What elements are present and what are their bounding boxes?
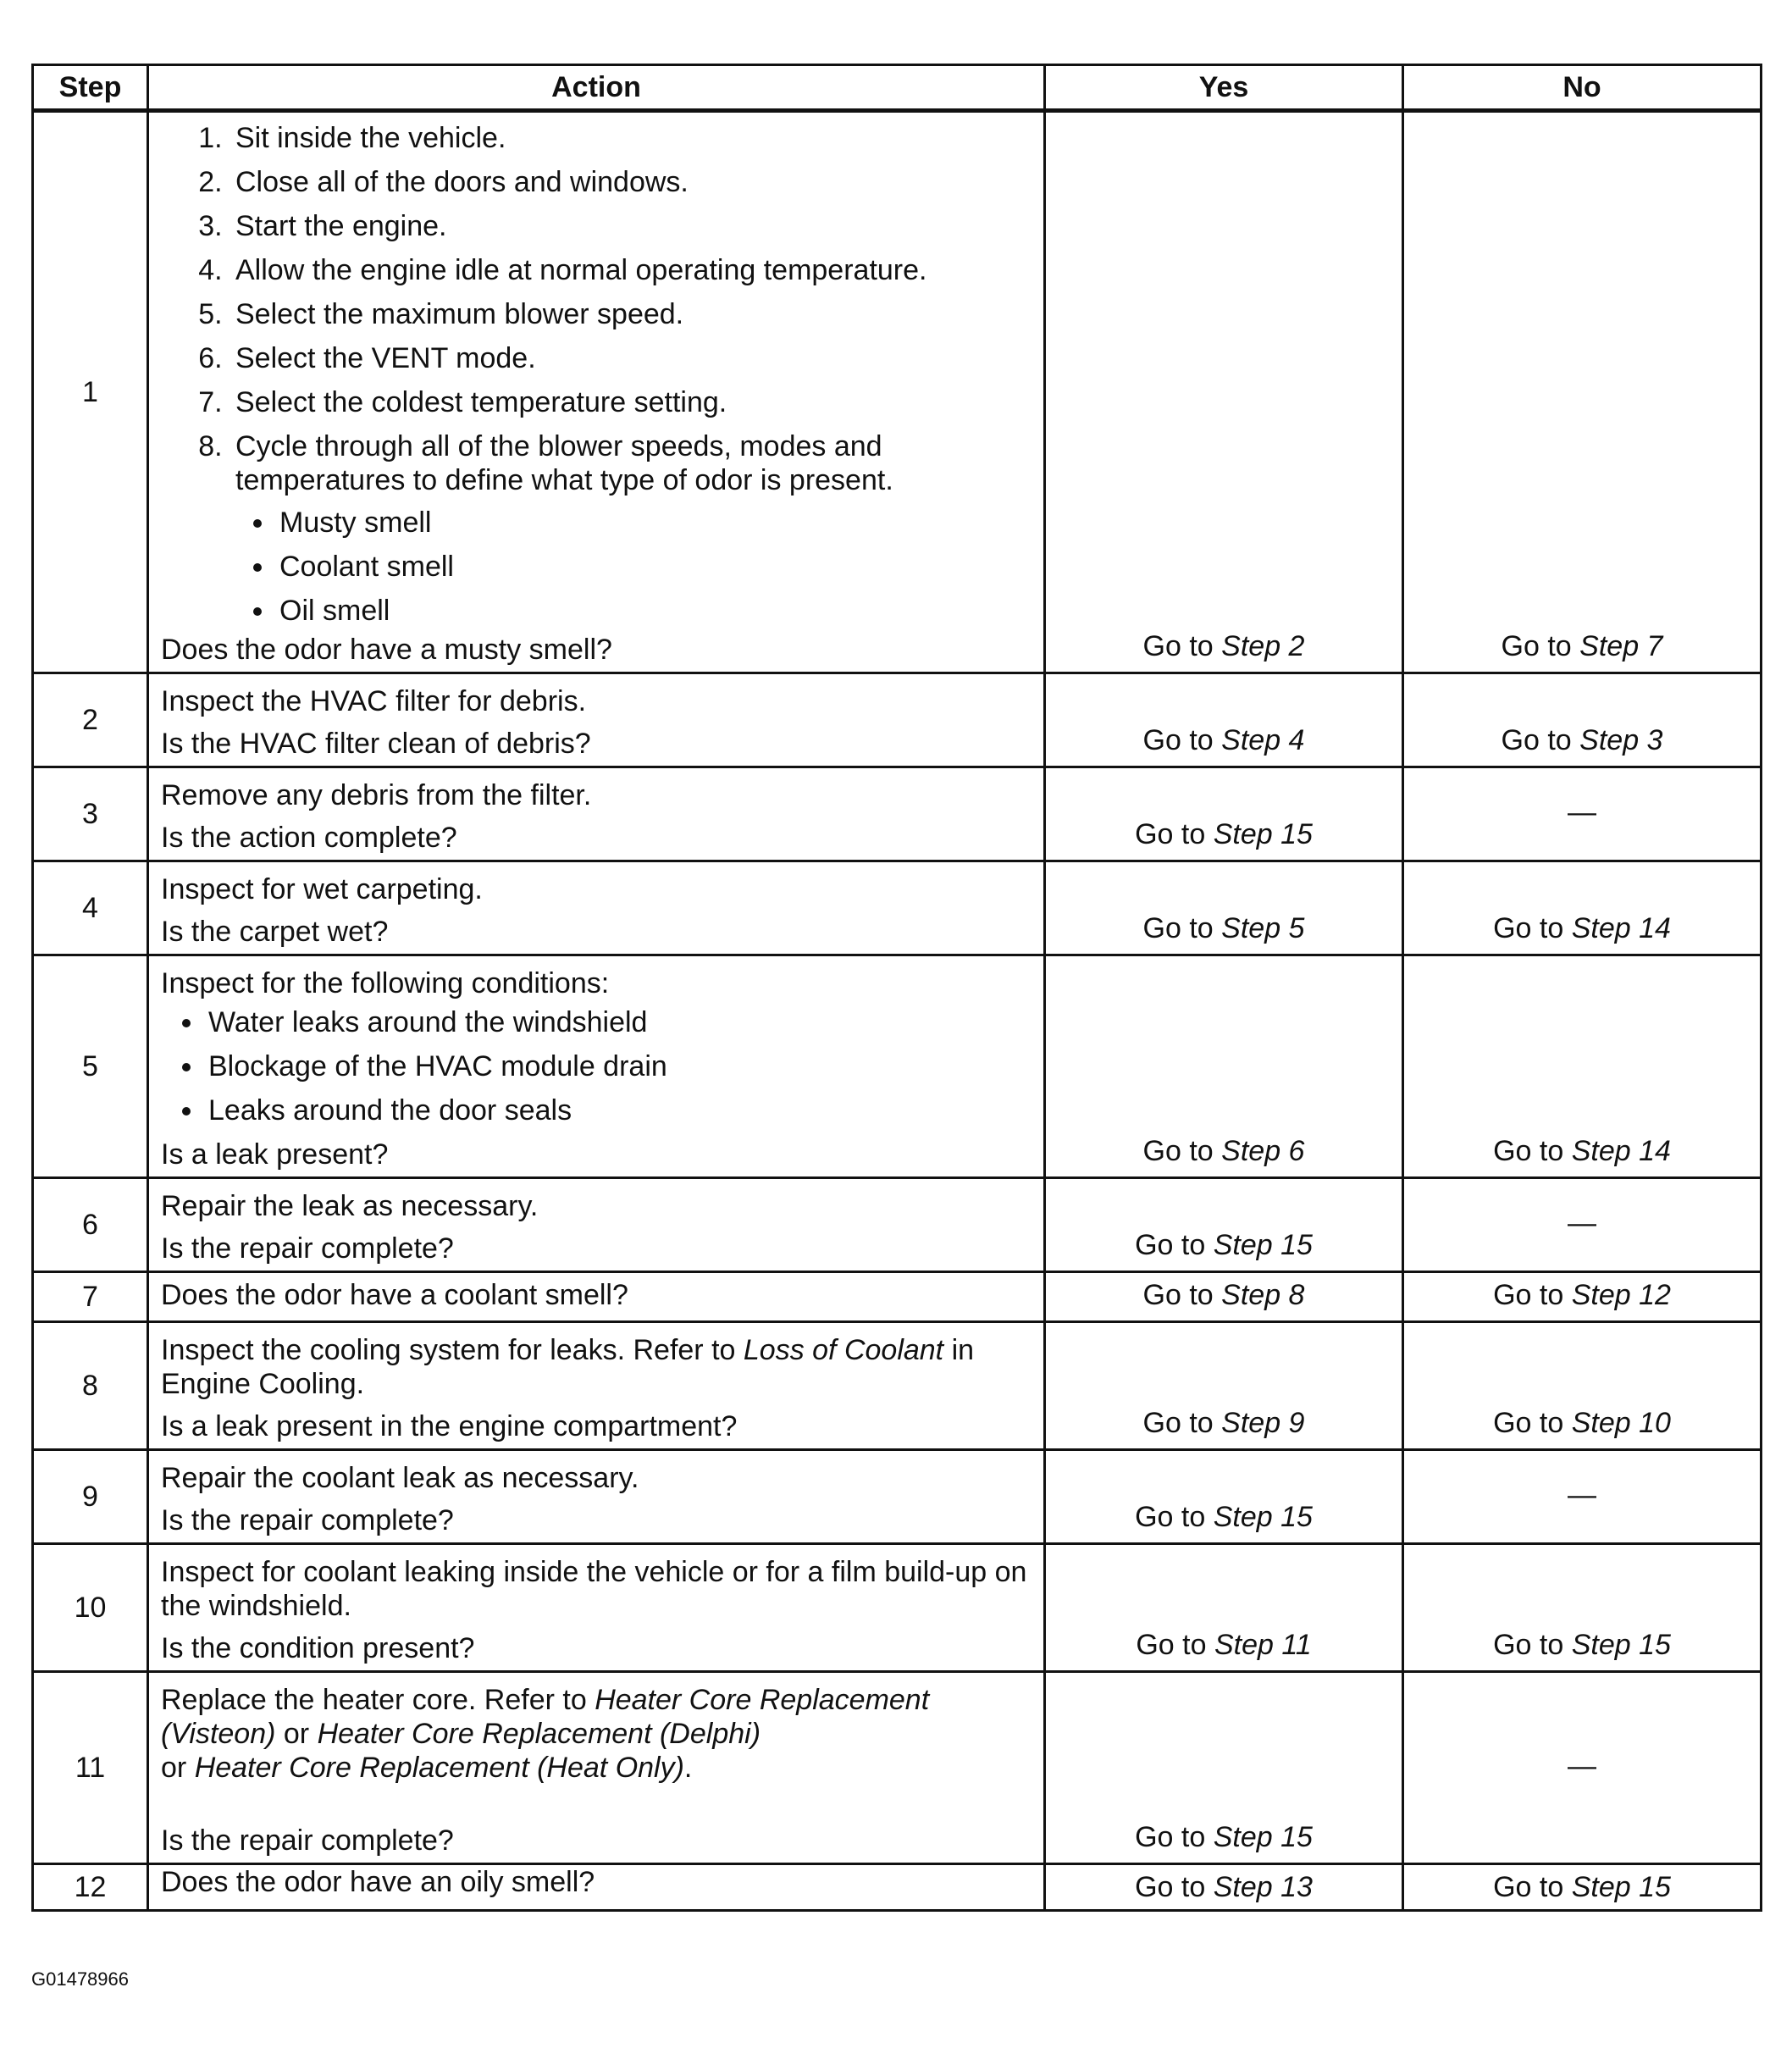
instruction-item: 2. Close all of the doors and windows. bbox=[230, 165, 1035, 199]
action-cell bbox=[148, 955, 1045, 1178]
no-cell-dash: — bbox=[1403, 1672, 1762, 1864]
step-number: 12 bbox=[33, 1864, 148, 1911]
no-cell bbox=[1403, 1272, 1762, 1322]
yes-cell bbox=[1045, 767, 1403, 861]
table-row-step-9 bbox=[33, 1450, 1762, 1544]
go-to-label: Go to bbox=[1135, 818, 1206, 850]
step-link[interactable]: Step 15 bbox=[1571, 1629, 1671, 1661]
question-text: Is the repair complete? bbox=[161, 1824, 454, 1857]
step-link[interactable]: Step 6 bbox=[1221, 1135, 1305, 1167]
yes-cell bbox=[1045, 1864, 1403, 1911]
go-to-label: Go to bbox=[1493, 912, 1564, 944]
yes-cell bbox=[1045, 861, 1403, 955]
question-text: Does the odor have a coolant smell? bbox=[161, 1279, 628, 1311]
condition-item: • Leaks around the door seals bbox=[205, 1093, 1035, 1127]
yes-cell bbox=[1045, 955, 1403, 1178]
action-cell bbox=[148, 1864, 1045, 1911]
table-row-step-8 bbox=[33, 1322, 1762, 1450]
table-row-step-1 bbox=[33, 111, 1762, 673]
go-to-label: Go to bbox=[1135, 1501, 1206, 1533]
action-cell bbox=[148, 1672, 1045, 1864]
step-number: 8 bbox=[33, 1322, 148, 1450]
step-number: 4 bbox=[33, 861, 148, 955]
action-text-part: or bbox=[275, 1718, 318, 1750]
action-cell bbox=[148, 767, 1045, 861]
no-cell-dash: — bbox=[1403, 1178, 1762, 1272]
step-number: 10 bbox=[33, 1544, 148, 1672]
step-number: 1 bbox=[33, 111, 148, 673]
reference-link[interactable]: Heater Core Replacement (Heat Only) bbox=[194, 1752, 684, 1784]
question-text: Is a leak present? bbox=[161, 1138, 389, 1171]
instruction-item: 5. Select the maximum blower speed. bbox=[230, 297, 1035, 331]
step-link[interactable]: Step 15 bbox=[1213, 1501, 1313, 1533]
action-text: Inspect for the following conditions: bbox=[161, 967, 610, 999]
go-to-label: Go to bbox=[1135, 1229, 1206, 1261]
yes-cell bbox=[1045, 1544, 1403, 1672]
action-cell bbox=[148, 861, 1045, 955]
step-link[interactable]: Step 11 bbox=[1214, 1629, 1312, 1661]
instruction-item bbox=[230, 429, 1035, 628]
yes-cell bbox=[1045, 1322, 1403, 1450]
odor-item: • Oil smell bbox=[276, 594, 1035, 628]
question-text: Is the carpet wet? bbox=[161, 916, 389, 948]
step-link[interactable]: Step 14 bbox=[1571, 1135, 1671, 1167]
step-link[interactable]: Step 4 bbox=[1221, 724, 1305, 756]
action-cell bbox=[148, 1544, 1045, 1672]
step-link[interactable]: Step 8 bbox=[1221, 1279, 1305, 1311]
no-cell bbox=[1403, 111, 1762, 673]
header-action: Action bbox=[148, 65, 1045, 111]
action-text: Inspect the HVAC filter for debris. bbox=[161, 685, 587, 717]
step-number: 2 bbox=[33, 673, 148, 767]
go-to-label: Go to bbox=[1501, 724, 1572, 756]
question-text: Is the HVAC filter clean of debris? bbox=[161, 728, 591, 760]
action-text-part: Inspect the cooling system for leaks. Refer to bbox=[161, 1334, 744, 1366]
question-text: Does the odor have an oily smell? bbox=[161, 1866, 595, 1898]
instruction-list bbox=[161, 121, 1035, 628]
no-cell bbox=[1403, 955, 1762, 1178]
go-to-label: Go to bbox=[1135, 1821, 1206, 1853]
header-no: No bbox=[1403, 65, 1762, 111]
action-text-part: or bbox=[161, 1752, 195, 1784]
action-text: Inspect for coolant leaking inside the vehicle or for a film build-up on the windshield. bbox=[161, 1556, 1027, 1622]
yes-cell bbox=[1045, 1672, 1403, 1864]
table-row-step-10 bbox=[33, 1544, 1762, 1672]
go-to-label: Go to bbox=[1493, 1407, 1564, 1439]
table-row-step-12 bbox=[33, 1864, 1762, 1911]
yes-cell bbox=[1045, 673, 1403, 767]
no-cell-dash: — bbox=[1403, 767, 1762, 861]
step-number: 7 bbox=[33, 1272, 148, 1322]
spacer bbox=[161, 1785, 1035, 1819]
table-row-step-2 bbox=[33, 673, 1762, 767]
step-link[interactable]: Step 15 bbox=[1571, 1871, 1671, 1903]
action-text-part: . bbox=[683, 1752, 693, 1784]
step-link[interactable]: Step 3 bbox=[1579, 724, 1663, 756]
action-cell bbox=[148, 1322, 1045, 1450]
step-number: 11 bbox=[33, 1672, 148, 1864]
odor-item: • Coolant smell bbox=[276, 550, 1035, 584]
action-text-part: in Engine Cooling. bbox=[161, 1334, 975, 1400]
instruction-text: Cycle through all of the blower speeds, modes and temperatures to define what type of odor is present. bbox=[235, 430, 893, 496]
diagnostic-table-container bbox=[31, 64, 1760, 1912]
condition-list bbox=[161, 1005, 1035, 1127]
action-cell bbox=[148, 1272, 1045, 1322]
instruction-item: 3. Start the engine. bbox=[230, 209, 1035, 243]
go-to-label: Go to bbox=[1142, 1135, 1214, 1167]
question-text: Does the odor have a musty smell? bbox=[161, 634, 612, 666]
go-to-label: Go to bbox=[1142, 1407, 1214, 1439]
step-link[interactable]: Step 2 bbox=[1221, 630, 1305, 662]
action-text: Repair the leak as necessary. bbox=[161, 1190, 539, 1222]
step-link[interactable]: Step 15 bbox=[1213, 1821, 1313, 1853]
step-link[interactable]: Step 15 bbox=[1213, 1229, 1313, 1261]
reference-link[interactable]: Heater Core Replacement (Visteon) bbox=[161, 1684, 930, 1750]
action-text-part: Replace the heater core. Refer to bbox=[161, 1684, 595, 1716]
table-row-step-5 bbox=[33, 955, 1762, 1178]
reference-link[interactable]: Heater Core Replacement (Delphi) bbox=[317, 1718, 761, 1750]
step-link[interactable]: Step 15 bbox=[1213, 818, 1313, 850]
reference-link[interactable]: Loss of Coolant bbox=[743, 1334, 944, 1366]
header-step: Step bbox=[33, 65, 148, 111]
table-row-step-11 bbox=[33, 1672, 1762, 1864]
instruction-item: 4. Allow the engine idle at normal operating temperature. bbox=[230, 253, 1035, 287]
step-number: 6 bbox=[33, 1178, 148, 1272]
step-link[interactable]: Step 5 bbox=[1221, 912, 1305, 944]
step-link[interactable]: Step 7 bbox=[1579, 630, 1663, 662]
step-link[interactable]: Step 12 bbox=[1571, 1279, 1671, 1311]
document-id: G01478966 bbox=[31, 1968, 129, 1990]
no-cell bbox=[1403, 861, 1762, 955]
question-text: Is the repair complete? bbox=[161, 1504, 454, 1536]
instruction-item: 1. Sit inside the vehicle. bbox=[230, 121, 1035, 155]
question-text: Is a leak present in the engine compartment? bbox=[161, 1410, 738, 1442]
question-text: Is the condition present? bbox=[161, 1632, 475, 1664]
table-row-step-6 bbox=[33, 1178, 1762, 1272]
no-cell-dash: — bbox=[1403, 1450, 1762, 1544]
no-cell bbox=[1403, 1544, 1762, 1672]
step-link[interactable]: Step 13 bbox=[1213, 1871, 1313, 1903]
condition-item: • Blockage of the HVAC module drain bbox=[205, 1049, 1035, 1083]
go-to-label: Go to bbox=[1142, 912, 1214, 944]
table-row-step-3 bbox=[33, 767, 1762, 861]
step-link[interactable]: Step 10 bbox=[1571, 1407, 1671, 1439]
step-link[interactable]: Step 9 bbox=[1221, 1407, 1305, 1439]
action-text bbox=[161, 1683, 1035, 1785]
table-row-step-7 bbox=[33, 1272, 1762, 1322]
yes-cell bbox=[1045, 1178, 1403, 1272]
yes-cell bbox=[1045, 111, 1403, 673]
diagnostic-table bbox=[31, 64, 1762, 1912]
action-cell bbox=[148, 111, 1045, 673]
table-row-step-4 bbox=[33, 861, 1762, 955]
no-cell bbox=[1403, 673, 1762, 767]
go-to-label: Go to bbox=[1501, 630, 1572, 662]
yes-cell bbox=[1045, 1450, 1403, 1544]
action-text: Inspect for wet carpeting. bbox=[161, 873, 483, 905]
go-to-label: Go to bbox=[1493, 1135, 1564, 1167]
action-text bbox=[161, 1333, 1035, 1401]
step-number: 9 bbox=[33, 1450, 148, 1544]
odor-list bbox=[235, 506, 1035, 628]
go-to-label: Go to bbox=[1136, 1629, 1207, 1661]
action-cell bbox=[148, 1450, 1045, 1544]
yes-cell bbox=[1045, 1272, 1403, 1322]
step-number: 5 bbox=[33, 955, 148, 1178]
no-cell bbox=[1403, 1864, 1762, 1911]
action-cell bbox=[148, 1178, 1045, 1272]
no-cell bbox=[1403, 1322, 1762, 1450]
go-to-label: Go to bbox=[1493, 1629, 1564, 1661]
question-text: Is the action complete? bbox=[161, 822, 457, 854]
step-link[interactable]: Step 14 bbox=[1571, 912, 1671, 944]
go-to-label: Go to bbox=[1142, 630, 1214, 662]
table-header-row bbox=[33, 65, 1762, 111]
go-to-label: Go to bbox=[1493, 1871, 1564, 1903]
instruction-item: 7. Select the coldest temperature setting. bbox=[230, 385, 1035, 419]
header-yes: Yes bbox=[1045, 65, 1403, 111]
question-text: Is the repair complete? bbox=[161, 1232, 454, 1265]
condition-item: • Water leaks around the windshield bbox=[205, 1005, 1035, 1039]
go-to-label: Go to bbox=[1135, 1871, 1206, 1903]
go-to-label: Go to bbox=[1142, 724, 1214, 756]
odor-item: • Musty smell bbox=[276, 506, 1035, 540]
action-text: Repair the coolant leak as necessary. bbox=[161, 1462, 639, 1494]
go-to-label: Go to bbox=[1142, 1279, 1214, 1311]
step-number: 3 bbox=[33, 767, 148, 861]
instruction-item: 6. Select the VENT mode. bbox=[230, 341, 1035, 375]
action-text: Remove any debris from the filter. bbox=[161, 779, 592, 811]
action-cell bbox=[148, 673, 1045, 767]
go-to-label: Go to bbox=[1493, 1279, 1564, 1311]
